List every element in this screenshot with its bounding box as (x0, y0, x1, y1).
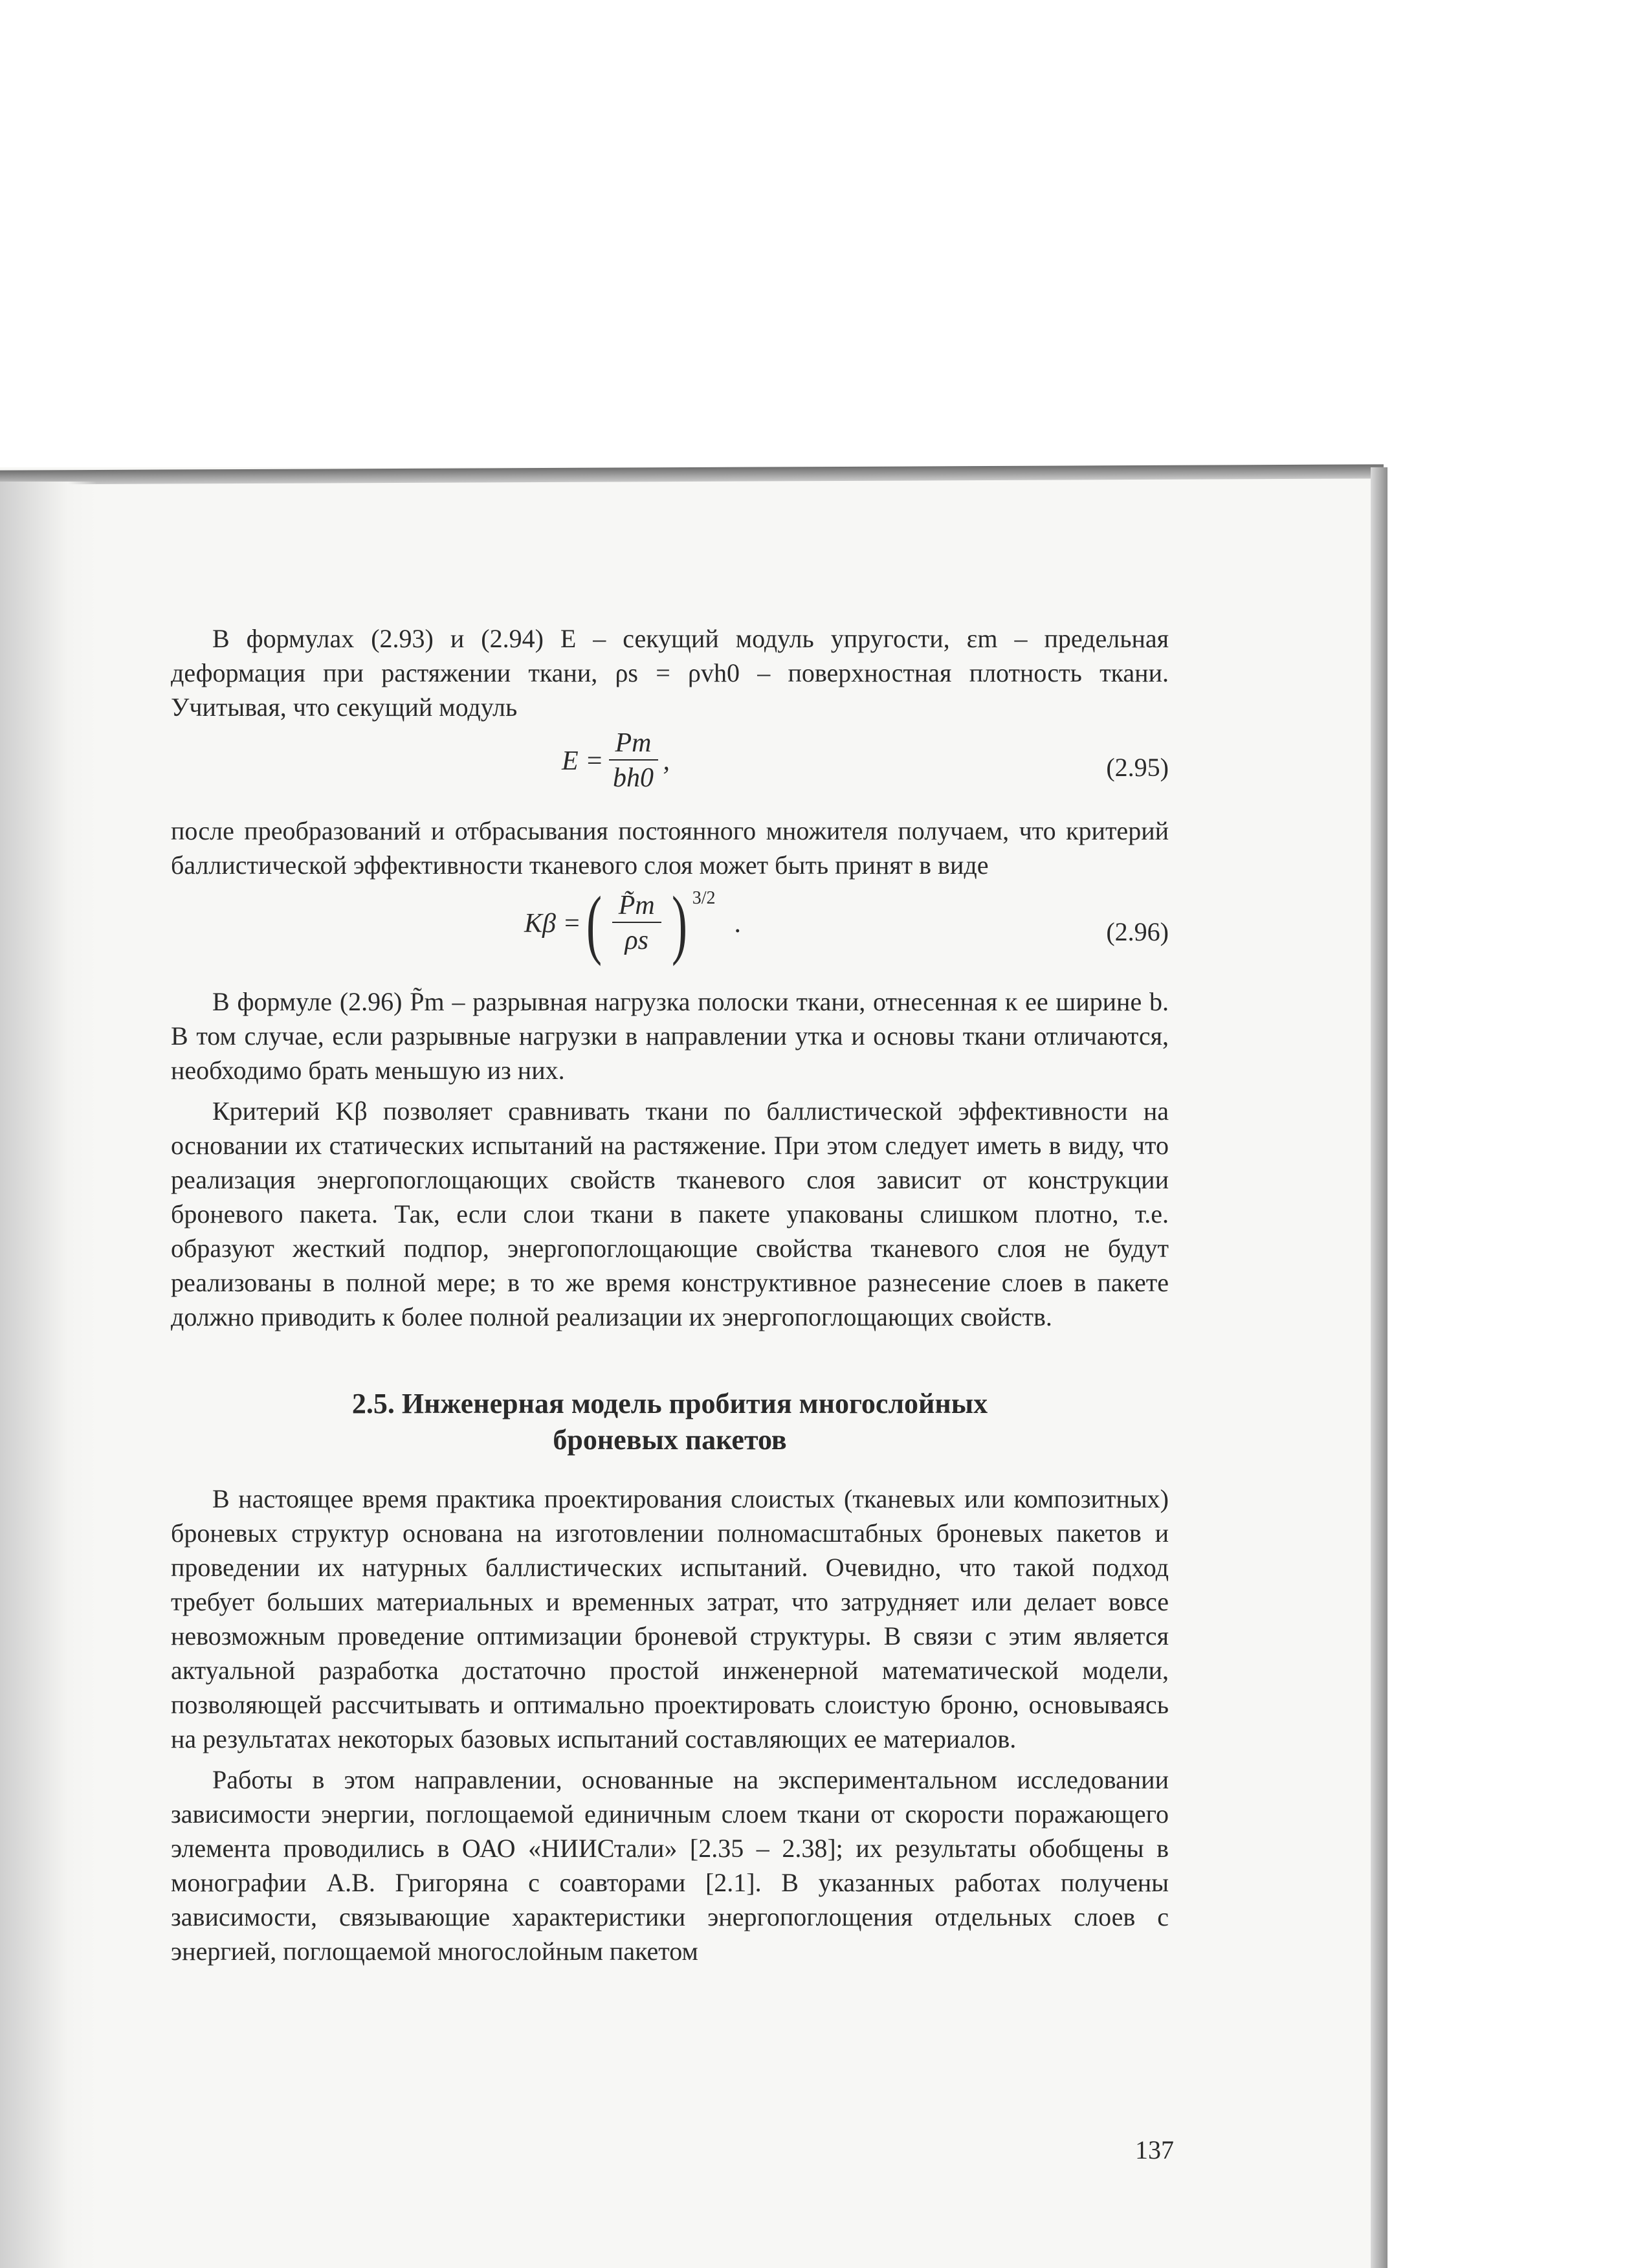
formula-2-95-lhs: E = (562, 746, 604, 776)
formula-2-95-number: (2.95) (1106, 753, 1169, 782)
section-heading (171, 1386, 1169, 1458)
formula-2-96-denominator: ρs (625, 926, 648, 955)
formula-2-96 (171, 880, 1169, 982)
paragraph-6: Работы в этом направлении, основанные на экспериментальном исследовании зависимости энергии, поглощаемой единичным слоем ткани от скорости поражающего элемента проводились в ОАО «НИИСтали» [2.35 – 2.38]; их результаты обобщены в монографии А.В. Григоряна с соавторами [2.1]. В указанных работах получены зависимости, связывающие характеристики энергопоглощения отдельных слоев с энергией, поглощаемой многослойным пакетом (171, 1765, 1169, 1966)
section-heading-line-2: броневых пакетов (553, 1424, 787, 1456)
text-column (171, 621, 1169, 1968)
page-number: 137 (1135, 2135, 1174, 2164)
formula-2-95 (171, 727, 1169, 811)
right-paren-icon: ) (671, 880, 687, 966)
book-spine-shadow (0, 482, 97, 2268)
paragraph-5: В настоящее время практика проектирования слоистых (тканевых или композитных) броневых структур основана на изготовлении полномасштабных броневых пакетов и проведении их натурных баллистических испытаний. Очевидно, что такой подход требует больших материальных и временных затрат, что затрудняет или делает вовсе невозможным проведение оптимизации броневой структуры. В связи с этим является актуальной разработка достаточно простой инженерной математической модели, позволяющей рассчитывать и оптимально проектировать слоистую броню, основываясь на результатах некоторых базовых испытаний составляющих ее материалов. (171, 1484, 1169, 1753)
formula-2-96-fraction (612, 889, 661, 958)
page-right-edge (1371, 467, 1387, 2268)
formula-2-96-exponent: 3/2 (692, 888, 716, 908)
formula-2-95-denominator: bh0 (613, 763, 654, 793)
formula-2-95-tail: , (663, 746, 670, 776)
paragraph-1: В формулах (2.93) и (2.94) E – секущий модуль упругости, εm – предельная деформация при растяжении ткани, ρs = ρvh0 – поверхностная плотность ткани. Учитывая, что секущий модуль (171, 624, 1169, 722)
formula-2-96-tail: . (735, 908, 742, 939)
formula-2-96-lhs: Kβ = (524, 908, 581, 939)
formula-2-96-numerator: P̃m (612, 889, 661, 923)
paragraph-2: после преобразований и отбрасывания постоянного множителя получаем, что критерий баллистической эффективности тканевого слоя может быть принят в виде (171, 816, 1169, 880)
left-paren-icon: ( (586, 880, 602, 966)
paragraph-3: В формуле (2.96) P̃m – разрывная нагрузка полоски ткани, отнесенная к ее ширине b. В том случае, если разрывные нагрузки в направлении утка и основы ткани отличаются, необходимо брать меньшую из них. (171, 987, 1169, 1085)
formula-2-95-fraction (609, 727, 658, 795)
formula-2-96-number: (2.96) (1106, 917, 1169, 946)
section-heading-line-1: 2.5. Инженерная модель пробития многослойных (351, 1388, 988, 1419)
paragraph-4: Критерий Kβ позволяет сравнивать ткани по баллистической эффективности на основании их статических испытаний на растяжение. При этом следует иметь в виду, что реализация энергопоглощающих свойств тканевого слоя зависит от конструкции броневого пакета. Так, если слои ткани в пакете упакованы слишком плотно, т.е. образуют жесткий подпор, энергопоглощающие свойства тканевого слоя не будут реализованы в полной мере; в то же время конструктивное разнесение слоев в пакете должно приводить к более полной реализации их энергопоглощающих свойств. (171, 1096, 1169, 1331)
formula-2-95-numerator: Pm (609, 727, 658, 761)
